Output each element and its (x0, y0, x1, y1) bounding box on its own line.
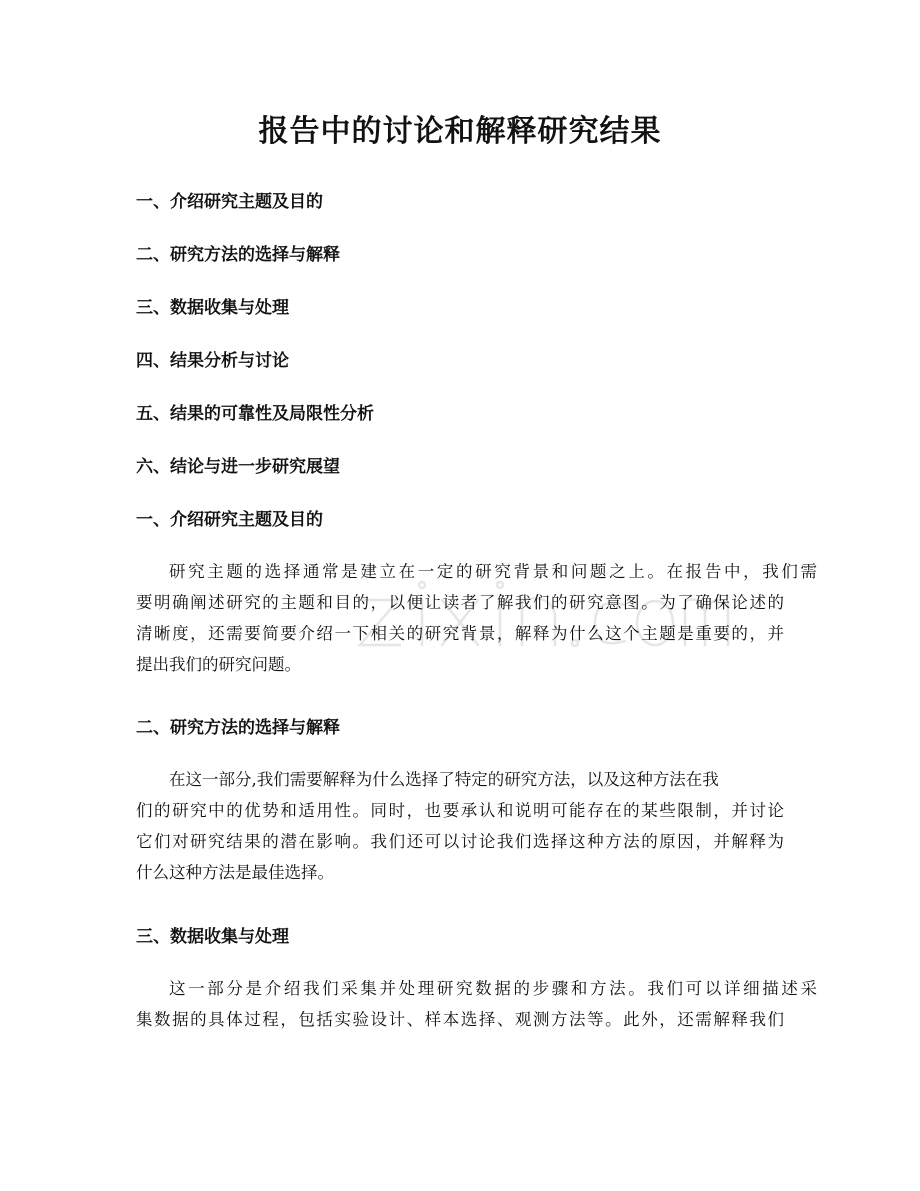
paragraph-line: 什么这种方法是最佳选择。 (136, 863, 334, 882)
section-paragraph-2 (136, 764, 784, 888)
paragraph-line: 要明确阐述研究的主题和目的，以便让读者了解我们的研究意图。为了确保论述的 (136, 593, 784, 612)
paragraph-line: 清晰度，还需要简要介绍一下相关的研究背景，解释为什么这个主题是重要的，并 (136, 624, 784, 643)
toc-item-3: 三、数据收集与处理 (136, 298, 289, 318)
section-heading-3: 三、数据收集与处理 (136, 927, 289, 947)
paragraph-line: 它们对研究结果的潜在影响。我们还可以讨论我们选择这种方法的原因，并解释为 (136, 832, 784, 851)
paragraph-line: 研究主题的选择通常是建立在一定的研究背景和问题之上。在报告中，我们需 (169, 562, 817, 581)
paragraph-line: 提出我们的研究问题。 (136, 655, 301, 674)
toc-item-1: 一、介绍研究主题及目的 (136, 192, 323, 212)
document-title: 报告中的讨论和解释研究结果 (258, 114, 662, 149)
section-heading-1: 一、介绍研究主题及目的 (136, 510, 323, 530)
toc-item-5: 五、结果的可靠性及局限性分析 (136, 404, 374, 424)
paragraph-line: 们的研究中的优势和适用性。同时，也要承认和说明可能存在的某些限制，并讨论 (136, 801, 784, 820)
toc-item-4: 四、结果分析与讨论 (136, 351, 289, 371)
section-paragraph-3 (136, 973, 817, 1035)
toc-item-2: 二、研究方法的选择与解释 (136, 245, 340, 265)
section-heading-2: 二、研究方法的选择与解释 (136, 718, 340, 738)
section-paragraph-1 (136, 556, 817, 680)
paragraph-line: 在这一部分,我们需要解释为什么选择了特定的研究方法，以及这种方法在我 (169, 770, 719, 789)
paragraph-line: 集数据的具体过程，包括实验设计、样本选择、观测方法等。此外，还需解释我们 (136, 1010, 784, 1029)
paragraph-line: 这一部分是介绍我们采集并处理研究数据的步骤和方法。我们可以详细描述采 (169, 979, 817, 998)
toc-item-6: 六、结论与进一步研究展望 (136, 457, 340, 477)
